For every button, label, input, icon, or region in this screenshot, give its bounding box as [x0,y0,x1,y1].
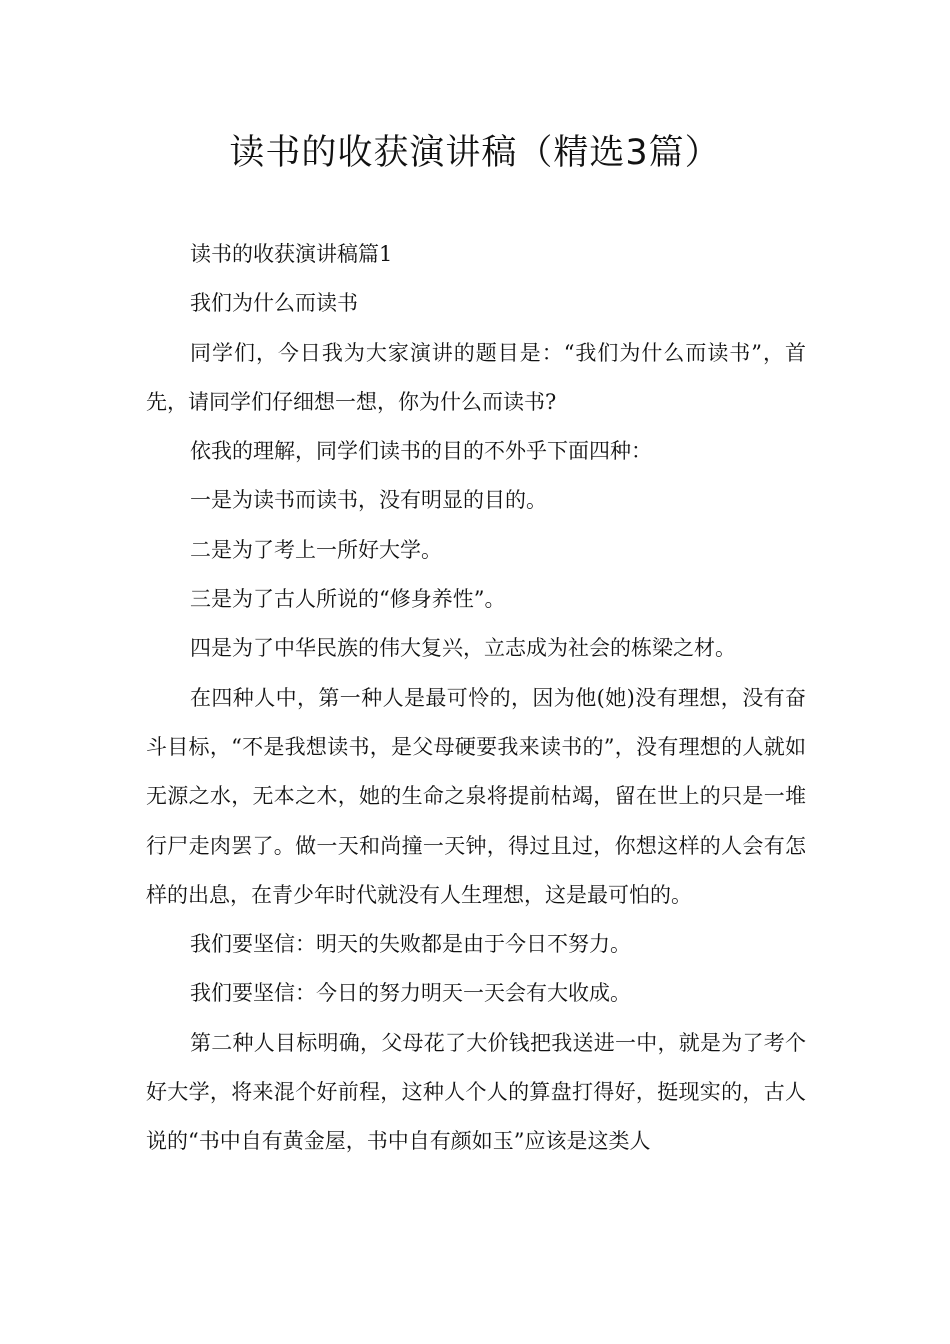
paragraph: 依我的理解，同学们读书的目的不外乎下面四种： [190,439,652,464]
paragraph: 我们要坚信：明天的失败都是由于今日不努力。 [190,932,631,957]
paragraph: 我们要坚信：今日的努力明天一天会有大收成。 [190,981,631,1006]
paragraph: 一是为读书而读书，没有明显的目的。 [190,488,547,513]
paragraph: 二是为了考上一所好大学。 [190,537,442,562]
paragraph: 在四种人中，第一种人是最可怜的，因为他(她)没有理想，没有奋斗目标，“不是我想读书，是父母硬要我来读书的”，没有理想的人就如无源之水，无本之木，她的生命之泉将提前枯竭，留在世上的只是一堆行尸走肉罢了。做一天和尚撞一天钟，得过且过，你想这样的人会有怎样的出息，在青少年时代就没有人生理想，这是最可怕的。 [146,685,806,907]
document-title: 读书的收获演讲稿（精选3篇） [229,133,721,173]
paragraph: 四是为了中华民族的伟大复兴，立志成为社会的栋梁之材。 [190,636,736,661]
paragraph: 三是为了古人所说的“修身养性”。 [190,587,506,612]
paragraph: 同学们，今日我为大家演讲的题目是：“我们为什么而读书”，首先，请同学们仔细想一想，你为什么而读书? [146,340,806,414]
paragraph-section-heading: 读书的收获演讲稿篇1 [190,242,393,266]
paragraph: 第二种人目标明确，父母花了大价钱把我送进一中，就是为了考个好大学，将来混个好前程，这种人个人的算盘打得好，挺现实的，古人说的“书中自有黄金屋，书中自有颜如玉”应该是这类人 [146,1030,806,1154]
document-body [146,230,806,1167]
paragraph-speech-title: 我们为什么而读书 [190,291,358,316]
